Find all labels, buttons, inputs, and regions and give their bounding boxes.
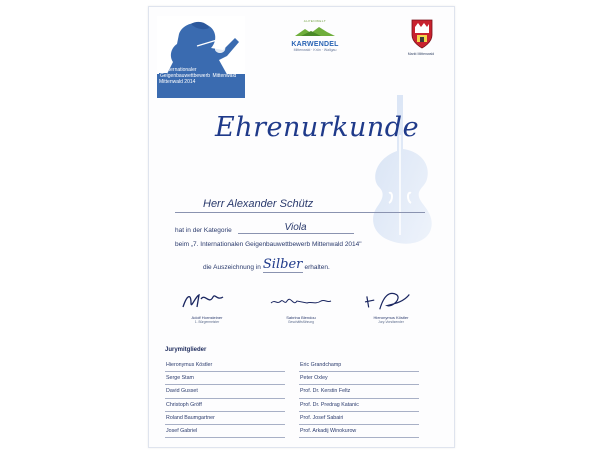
jury-member: Hieronymus Köstler — [165, 359, 285, 372]
logo-line3: Mittenwald 2014 — [159, 79, 196, 85]
recipient-underline — [175, 212, 425, 213]
jury-member: Roland Baumgartner — [165, 412, 285, 425]
signer-1-name: Adolf Hornsteiner — [191, 315, 223, 320]
jury-member: Josef Gabriel — [165, 425, 285, 438]
signature-1 — [179, 289, 239, 313]
category-line — [175, 224, 445, 236]
signer-3-role: Jury-Vorsitzender — [378, 320, 404, 324]
karwendel-tagline: Mittenwald · Krün · Wallgau — [293, 48, 337, 52]
mountain-icon — [295, 27, 335, 36]
category-prefix: hat in der Kategorie — [175, 227, 232, 234]
mittenwald-crest-icon — [411, 19, 433, 49]
signature-2 — [267, 289, 333, 313]
jury-member: Prof. Dr. Predrag Katanic — [299, 399, 419, 412]
competition-logo-text — [159, 67, 239, 85]
jury-list-right — [299, 359, 419, 438]
award-line — [203, 258, 443, 274]
recipient-name: Herr Alexander Schütz — [203, 198, 314, 210]
competition-logo — [157, 16, 245, 98]
signature-3 — [359, 289, 419, 313]
signer-2-role: Geschäftsführung — [287, 320, 315, 324]
certificate-sheet — [148, 6, 455, 448]
signer-3-name: Hieronymus Köstler — [373, 315, 409, 320]
karwendel-logo — [289, 19, 341, 53]
jury-title: Jurymitglieder — [165, 347, 207, 353]
jury-member: Eric Grandchamp — [299, 359, 419, 372]
signer-2-name: Sabrina Blendou — [286, 315, 316, 320]
jury-member: David Gusset — [165, 385, 285, 398]
logo-line2-suffix: Mittenwald — [212, 73, 237, 79]
jury-member: Prof. Josef Sabairi — [299, 412, 419, 425]
award-value: Silber — [262, 257, 303, 272]
signer-1-role: 1. Bürgermeister — [194, 320, 220, 324]
jury-member: Peter Oxley — [299, 372, 419, 385]
award-prefix: die Auszeichnung in — [203, 264, 261, 271]
jury-list-left — [165, 359, 285, 438]
signer-1 — [167, 315, 247, 325]
competition-line: beim „7. Internationalen Geigenbauwettbewerb Mittenwald 2014" — [175, 241, 362, 248]
karwendel-name: KARWENDEL — [291, 41, 339, 48]
award-suffix: erhalten. — [304, 264, 330, 271]
jury-member: Prof. Arkadij Winokurow — [299, 425, 419, 438]
karwendel-arc-text: ALPENWELT — [303, 19, 327, 23]
certificate-title: Ehrenurkunde — [215, 112, 420, 143]
signer-3 — [351, 315, 431, 325]
logo-line1: 7. Internationaler — [159, 67, 197, 73]
jury-member: Christoph Gröff — [165, 399, 285, 412]
logo-line2: Geigenbauwettbewerb — [160, 73, 211, 79]
jury-member: Prof. Dr. Kerstin Feltz — [299, 385, 419, 398]
violinist-emblem — [157, 16, 245, 98]
crest-label: Markt Mittenwald — [407, 52, 435, 56]
signer-2 — [261, 315, 341, 325]
category-value: Viola — [238, 222, 354, 234]
jury-member: Serge Stam — [165, 372, 285, 385]
